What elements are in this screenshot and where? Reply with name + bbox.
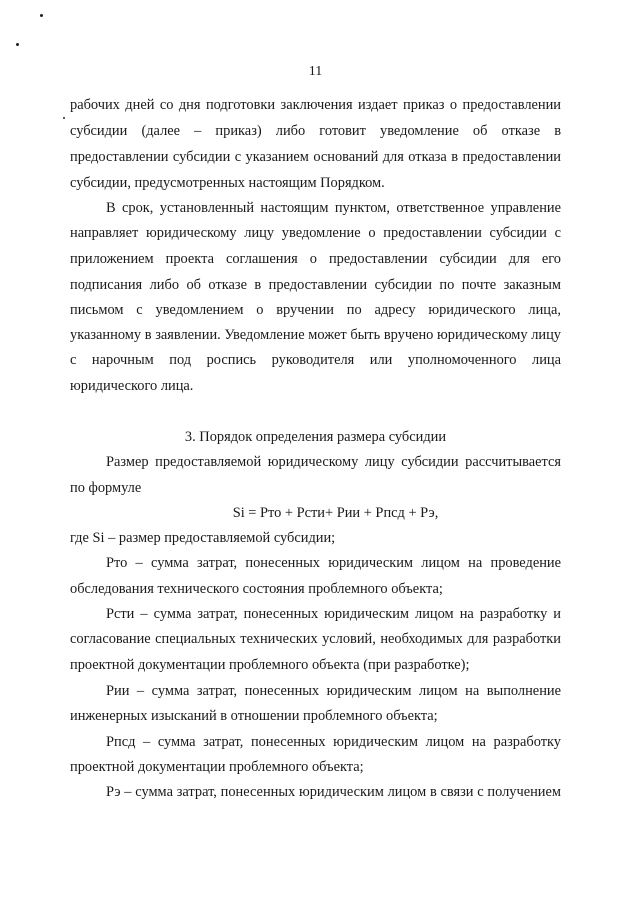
- paragraph-line: письмом с уведомлением о вручении по адресу юридического лица,: [70, 302, 561, 318]
- scan-speck: [16, 43, 19, 46]
- definition-line: Рто – сумма затрат, понесенных юридическим лицом на проведение: [106, 555, 561, 571]
- definition-line: согласование специальных технических условий, необходимых для разработки: [70, 631, 561, 647]
- paragraph-line: Размер предоставляемой юридическому лицу субсидии рассчитывается: [106, 454, 561, 470]
- definition-line: Рсти – сумма затрат, понесенных юридическим лицом на разработку и: [106, 606, 561, 622]
- definition-line: проектной документации проблемного объекта;: [70, 759, 364, 775]
- paragraph-line: субсидии, предусмотренных настоящим Порядком.: [70, 175, 385, 191]
- paragraph-line: юридического лица.: [70, 378, 194, 394]
- definition-line: Рпсд – сумма затрат, понесенных юридическим лицом на разработку: [106, 734, 561, 750]
- page-number: 11: [308, 64, 323, 79]
- formula: Si = Рто + Рсти+ Рии + Рпсд + Рэ,: [232, 505, 439, 521]
- paragraph-line: указанному в заявлении. Уведомление может быть вручено юридическому лицу: [70, 327, 561, 343]
- definition-line: Рии – сумма затрат, понесенных юридическим лицом на выполнение: [106, 683, 561, 699]
- scan-speck: [40, 14, 43, 17]
- paragraph-line: с нарочным под роспись руководителя или уполномоченного лица: [70, 352, 561, 368]
- paragraph-line: по формуле: [70, 480, 142, 496]
- definition-line: инженерных изысканий в отношении проблемного объекта;: [70, 708, 438, 724]
- paragraph-line: приложением проекта соглашения о предоставлении субсидии для его: [70, 251, 561, 267]
- section-heading: 3. Порядок определения размера субсидии: [184, 429, 447, 445]
- paragraph-line: субсидии (далее – приказ) либо готовит уведомление об отказе в: [70, 123, 561, 139]
- paragraph-line: В срок, установленный настоящим пунктом, ответственное управление: [106, 200, 561, 216]
- definition-line: обследования технического состояния проблемного объекта;: [70, 581, 443, 597]
- paragraph-line: рабочих дней со дня подготовки заключения издает приказ о предоставлении: [70, 97, 561, 113]
- definition-line: где Si – размер предоставляемой субсидии;: [70, 530, 336, 546]
- paragraph-line: предоставлении субсидии с указанием оснований для отказа в предоставлении: [70, 149, 561, 165]
- paragraph-line: направляет юридическому лицу уведомление о предоставлении субсидии с: [70, 225, 561, 241]
- paragraph-line: подписания либо об отказе в предоставлении субсидии по почте заказным: [70, 277, 561, 293]
- definition-line: проектной документации проблемного объекта (при разработке);: [70, 657, 470, 673]
- definition-line: Рэ – сумма затрат, понесенных юридическим лицом в связи с получением: [106, 784, 561, 800]
- scan-speck: [63, 117, 65, 119]
